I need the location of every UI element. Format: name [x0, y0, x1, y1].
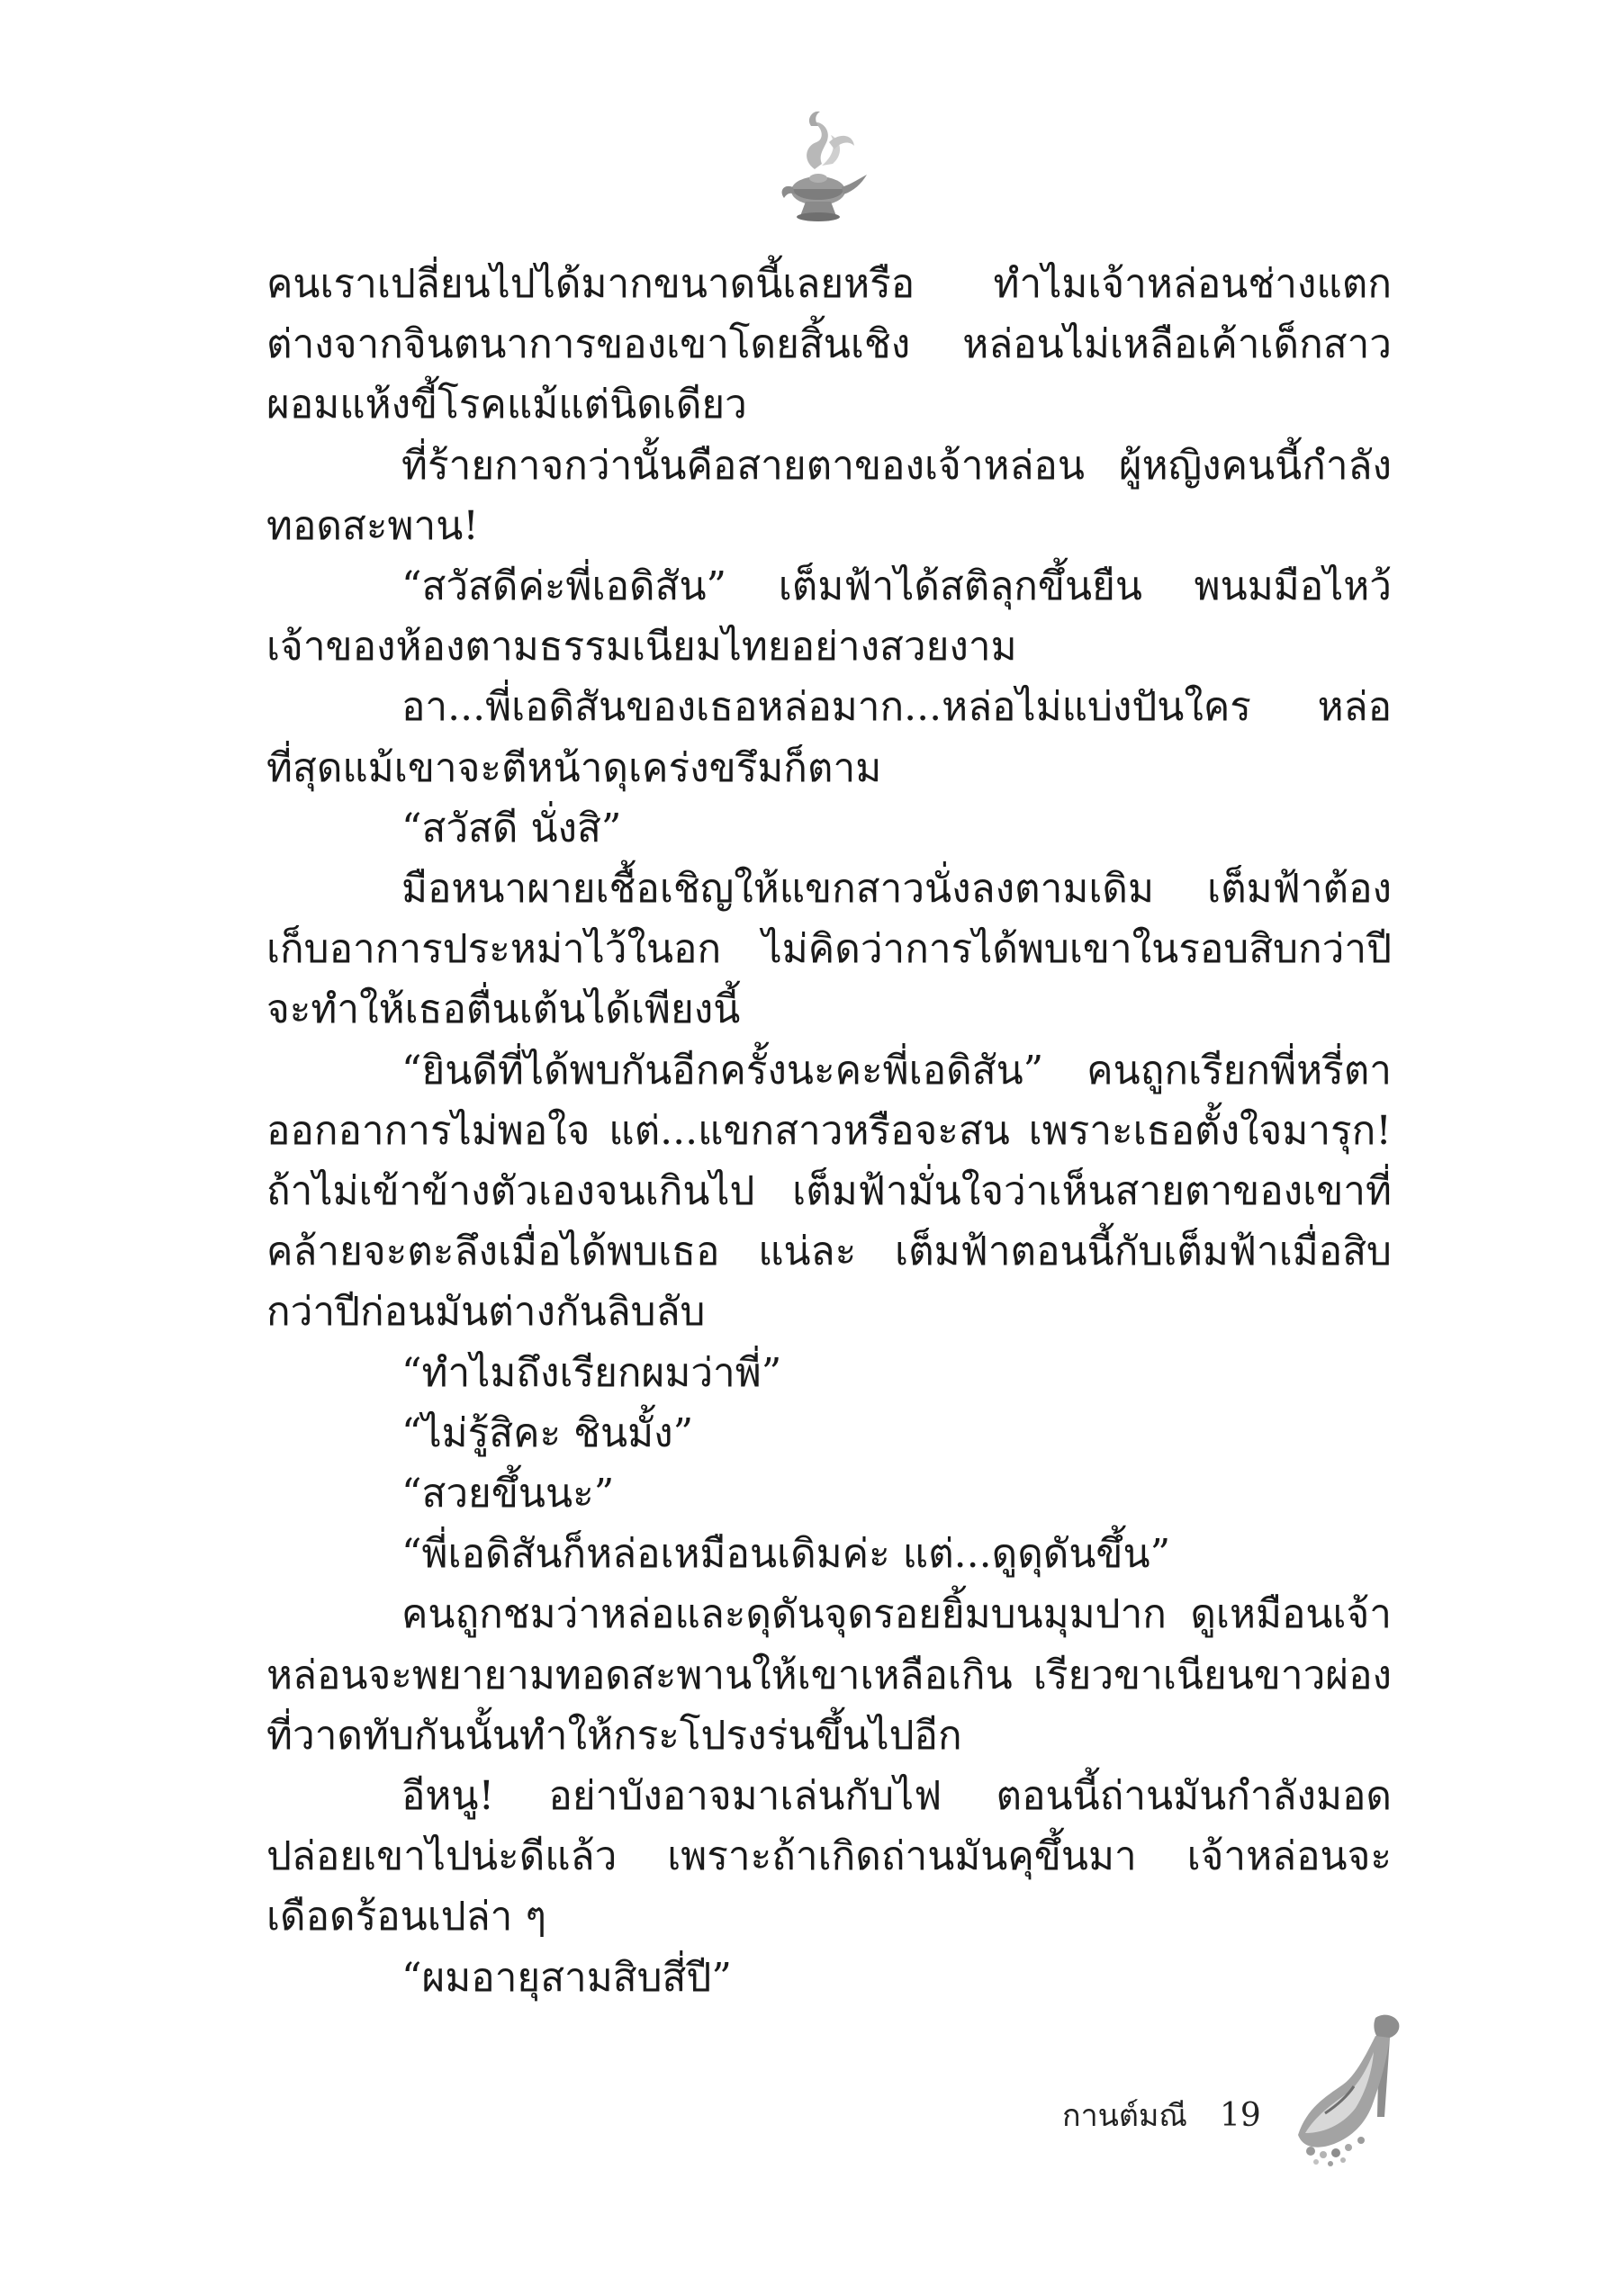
story-text	[266, 254, 1392, 2008]
paragraph: “ผมอายุสามสิบสี่ปี”	[401, 1954, 732, 2001]
paragraph: คนเราเปลี่ยนไปได้มากขนาดนี้เลยหรือ ทำไมเจ้าหล่อนช่างแตกต่างจากจินตนาการของเขาโดยสิ้นเชิง หล่อนไม่เหลือเค้าเด็กสาวผอมแห้งขี้โรคแม้แต่นิดเดียว	[266, 261, 1392, 428]
paragraph: อา...พี่เอดิสันของเธอหล่อมาก...หล่อไม่แบ่งปันใคร หล่อที่สุดแม้เขาจะตีหน้าดุเคร่งขรึมก็ตาม	[266, 684, 1392, 791]
paragraph: คนถูกชมว่าหล่อและดุดันจุดรอยยิ้มบนมุมปาก ดูเหมือนเจ้าหล่อนจะพยายามทอดสะพานให้เขาเหลือเกิน เรียวขาเนียนขาวผ่องที่วาดทับกันนั้นทำให้กระโปรงร่นขึ้นไปอีก	[266, 1591, 1392, 1759]
book-title: กานต์มณี	[1062, 2098, 1187, 2134]
high-heel-shoe-icon	[1289, 2000, 1406, 2171]
paragraph: “ไม่รู้สิคะ ชินมั้ง”	[401, 1409, 694, 1456]
paragraph: “สวัสดี นั่งสิ”	[401, 805, 622, 851]
paragraph: ที่ร้ายกาจกว่านั้นคือสายตาของเจ้าหล่อน ผู้หญิงคนนี้กำลังทอดสะพาน!	[266, 442, 1392, 549]
teapot-ornament-icon	[766, 106, 870, 225]
paragraph: อีหนู! อย่าบังอาจมาเล่นกับไฟ ตอนนี้ถ่านมันกำลังมอด ปล่อยเขาไปน่ะดีแล้ว เพราะถ้าเกิดถ่านมันคุขึ้นมา เจ้าหล่อนจะเดือดร้อนเปล่า ๆ	[266, 1773, 1392, 1940]
paragraph: “ทำไมถึงเรียกผมว่าพี่”	[401, 1349, 782, 1396]
paragraph: “พี่เอดิสันก็หล่อเหมือนเดิมค่ะ แต่...ดูดุดันขึ้น”	[401, 1531, 1171, 1578]
page-footer	[1062, 2088, 1261, 2142]
page-number: 19	[1219, 2096, 1261, 2134]
paragraph: “สวยขึ้นนะ”	[401, 1471, 615, 1517]
paragraph: “ยินดีที่ได้พบกันอีกครั้งนะคะพี่เอดิสัน” คนถูกเรียกพี่หรี่ตาออกอาการไม่พอใจ แต่...แขกสาวหรือจะสน เพราะเธอตั้งใจมารุก! ถ้าไม่เข้าข้างตัวเองจนเกินไป เต็มฟ้ามั่นใจว่าเห็นสายตาของเขาที่คล้ายจะตะลึงเมื่อได้พบเธอ แน่ละ เต็มฟ้าตอนนี้กับเต็มฟ้าเมื่อสิบกว่าปีก่อนมันต่างกันลิบลับ	[266, 1047, 1392, 1336]
paragraph: มือหนาผายเชื้อเชิญให้แขกสาวนั่งลงตามเดิม เต็มฟ้าต้องเก็บอาการประหม่าไว้ในอก ไม่คิดว่าการได้พบเขาในรอบสิบกว่าปีจะทำให้เธอตื่นเต้นได้เพียงนี้	[266, 866, 1392, 1033]
paragraph: “สวัสดีค่ะพี่เอดิสัน” เต็มฟ้าได้สติลุกขึ้นยืน พนมมือไหว้เจ้าของห้องตามธรรมเนียมไทยอย่างสวยงาม	[266, 563, 1392, 671]
